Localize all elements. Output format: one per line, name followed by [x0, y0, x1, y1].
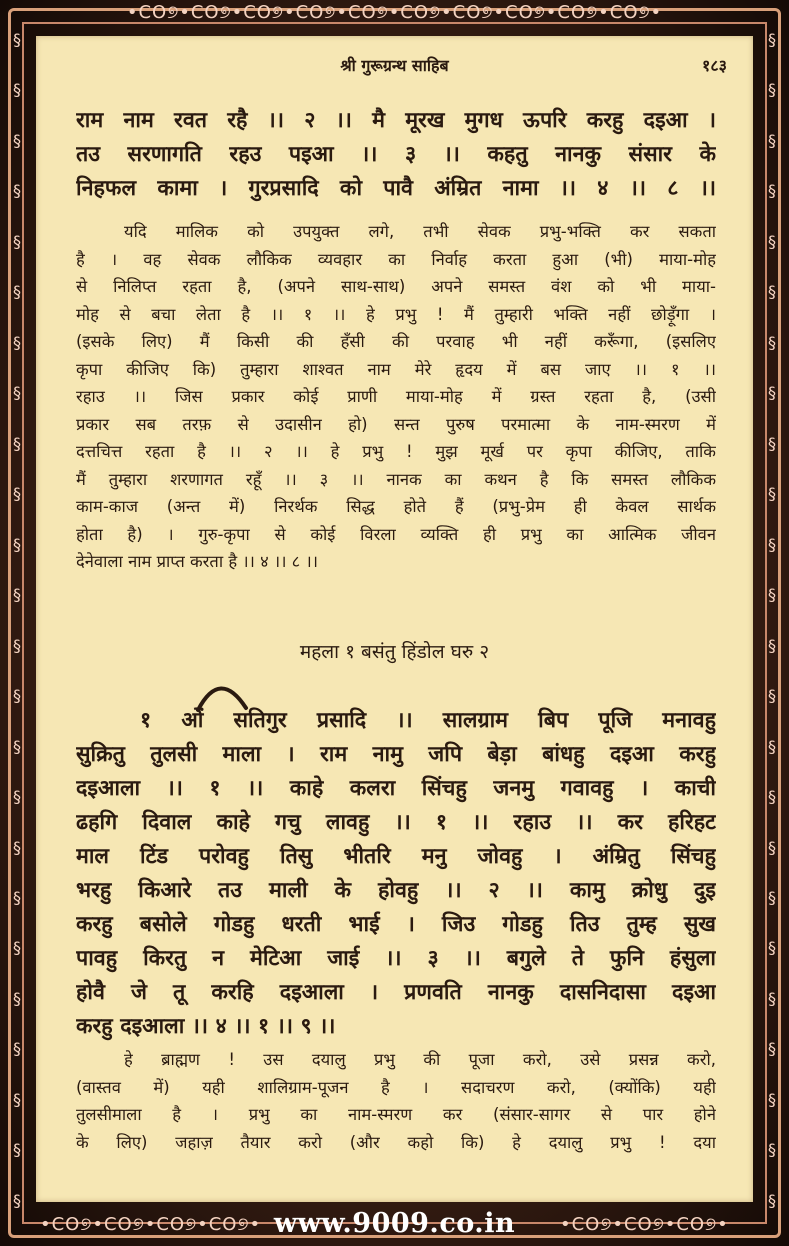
- verse-line: ढहगि दिवाल काहे गचु लावहु ।। १ ।। रहाउ ।। कर हरिहट: [76, 810, 716, 835]
- frame-ornament-glyph: §: [768, 837, 776, 857]
- frame-ornament-glyph: §: [768, 383, 776, 403]
- frame-ornament-glyph: §: [13, 130, 21, 150]
- frame-ornament-top: •CO୭•CO୭•CO୭•CO୭•CO୭•CO୭•CO୭•CO୭•CO୭•CO୭•: [126, 2, 663, 23]
- section-heading: महला १ बसंतु हिंडोल घरु २: [299, 641, 490, 663]
- translation-line: मोह से बचा लेता है ।। १ ।। हे प्रभु ! मैं तुम्हारी भक्ति नहीं छोड़ूँगा ।: [76, 304, 716, 324]
- frame-ornament-glyph: §: [13, 332, 21, 352]
- verse-line: भरहु किआरे तउ माली के होवहु ।। २ ।। कामु क्रोधु दुइ: [76, 878, 716, 903]
- verse-line: राम नाम रवत रहै ।। २ ।। मै मूरख मुगध ऊपरि करहु दइआ ।: [76, 108, 716, 133]
- translation-line: है । वह सेवक लौकिक व्यवहार का निर्वाह करता हुआ (भी) माया-मोह: [76, 249, 716, 269]
- frame-ornament-glyph: §: [13, 787, 21, 807]
- translation-line: दत्तचित्त रहता है ।। २ ।। हे प्रभु ! मुझ मूर्ख पर कृपा कीजिए, ताकि: [76, 442, 716, 461]
- translation-line: तुलसीमाला है । प्रभु का नाम-स्मरण कर (संसार-सागर से पार होने: [76, 1105, 716, 1124]
- frame-ornament-glyph: §: [13, 231, 21, 251]
- frame-ornament-glyph: §: [13, 1140, 21, 1160]
- frame-ornament-glyph: §: [768, 231, 776, 251]
- frame-ornament-glyph: §: [13, 686, 21, 706]
- frame-ornament-glyph: §: [768, 484, 776, 504]
- frame-ornament-glyph: §: [13, 534, 21, 554]
- translation-line: के लिए) जहाज़ तैयार करो (और कहो कि) हे दयालु प्रभु ! दया: [76, 1132, 716, 1152]
- book-title: श्री गुरूग्रन्थ साहिब: [340, 56, 449, 75]
- page-header: [36, 54, 753, 78]
- frame-ornament-glyph: §: [768, 30, 776, 49]
- frame-ornament-right: [761, 30, 783, 1210]
- frame-ornament-glyph: §: [13, 282, 21, 302]
- frame-ornament-glyph: §: [768, 433, 776, 453]
- frame-ornament-glyph: §: [13, 938, 21, 958]
- verse-line: तउ सरणागति रहउ पइआ ।। ३ ।। कहतु नानकु संसार के: [76, 142, 716, 167]
- frame-ornament-glyph: §: [768, 938, 776, 958]
- frame-ornament-bottom-left: •CO୭•CO୭•CO୭•CO୭•: [40, 1214, 262, 1235]
- frame-ornament-glyph: §: [13, 887, 21, 907]
- translation-line: होता है) । गुरु-कृपा से कोई विरला व्यक्ति ही प्रभु का आत्मिक जीवन: [76, 524, 716, 544]
- frame-ornament-glyph: §: [13, 1039, 21, 1059]
- website-watermark: www.9009.co.in: [273, 1208, 516, 1239]
- frame-ornament-glyph: §: [13, 433, 21, 453]
- verse-line: निहफल कामा । गुरप्रसादि को पावै अंम्रित नामा ।। ४ ।। ८ ।।: [76, 176, 716, 201]
- frame-ornament-glyph: §: [768, 332, 776, 352]
- frame-ornament-glyph: §: [768, 787, 776, 807]
- frame-ornament-glyph: §: [13, 383, 21, 403]
- frame-ornament-glyph: §: [768, 635, 776, 655]
- frame-ornament-glyph: §: [13, 1190, 21, 1210]
- translation-1: [76, 218, 716, 576]
- gurbani-verse-1: [76, 104, 716, 206]
- verse-line: दइआला ।। १ ।। काहे कलरा सिंचहु जनमु गवावहु । काची: [76, 776, 716, 801]
- page-number: १८३: [702, 56, 727, 75]
- frame-ornament-left: [6, 30, 28, 1210]
- verse-line: माल टिंड परोवहु तिसु भीतरि मनु जोवहु । अंम्रितु सिंचहु: [76, 844, 716, 869]
- verse-line: होवै जे तू करहि दइआला । प्रणवति नानकु दासनिदासा दइआ: [76, 980, 716, 1005]
- frame-ornament-glyph: §: [13, 635, 21, 655]
- scripture-page: [36, 36, 753, 1202]
- translation-line: काम-काज (अन्त में) निरर्थक सिद्ध होते हैं (प्रभु-प्रेम ही केवल सार्थक: [76, 497, 716, 516]
- frame-ornament-glyph: §: [13, 837, 21, 857]
- translation-line: प्रकार सब तरफ़ से उदासीन हो) सन्त पुरुष परमात्मा के नाम-स्मरण में: [76, 414, 716, 434]
- verse-line: १ ओं सतिगुर प्रसादि ।। सालग्राम बिप पूजि मनावहु: [140, 708, 716, 733]
- frame-ornament-glyph: §: [768, 130, 776, 150]
- frame-ornament-glyph: §: [768, 1089, 776, 1109]
- translation-line: कृपा कीजिए कि) तुम्हारा शाश्वत नाम मेरे हृदय में बस जाए ।। १ ।।: [76, 359, 716, 379]
- frame-ornament-glyph: §: [768, 534, 776, 554]
- frame-ornament-bottom-right: •CO୭•CO୭•CO୭•: [560, 1214, 729, 1235]
- frame-ornament-glyph: §: [13, 181, 21, 201]
- translation-line: से निलिप्त रहता है, (अपने साथ-साथ) अपने समस्त वंश को भी माया-: [76, 277, 716, 296]
- frame-ornament-glyph: §: [13, 1089, 21, 1109]
- translation-line: देनेवाला नाम प्राप्त करता है ।। ४ ।। ८ ।।: [76, 552, 319, 571]
- translation-line: यदि मालिक को उपयुक्त लगे, तभी सेवक प्रभु-भक्ति कर सकता: [124, 222, 716, 241]
- verse-line: करहु बसोले गोडहु धरती भाई । जिउ गोडहु तिउ तुम्ह सुख: [76, 912, 716, 937]
- translation-line: मैं तुम्हारा शरणागत रहूँ ।। ३ ।। नानक का कथन है कि समस्त लौकिक: [76, 469, 716, 489]
- gurbani-verse-2: [76, 704, 716, 1044]
- frame-ornament-glyph: §: [768, 1140, 776, 1160]
- frame-ornament-glyph: §: [13, 484, 21, 504]
- frame-ornament-glyph: §: [768, 686, 776, 706]
- frame-ornament-glyph: §: [13, 988, 21, 1008]
- frame-ornament-glyph: §: [768, 181, 776, 201]
- frame-ornament-glyph: §: [768, 585, 776, 605]
- frame-ornament-glyph: §: [768, 887, 776, 907]
- frame-ornament-glyph: §: [768, 1039, 776, 1059]
- verse-line: पावहु किरतु न मेटिआ जाई ।। ३ ।। बगुले ते फुनि हंसुला: [76, 946, 716, 971]
- frame-ornament-glyph: §: [13, 736, 21, 756]
- verse-line: सुक्रितु तुलसी माला । राम नामु जपि बेड़ा बांधहु दइआ करहु: [76, 742, 716, 767]
- frame-ornament-glyph: §: [13, 585, 21, 605]
- frame-ornament-glyph: §: [768, 80, 776, 100]
- translation-2: [76, 1046, 716, 1156]
- translation-line: (इसके लिए) मैं किसी की हँसी की परवाह भी नहीं करूँगा, (इसलिए: [76, 332, 716, 351]
- frame-ornament-glyph: §: [768, 1190, 776, 1210]
- frame-ornament-glyph: §: [13, 30, 21, 49]
- frame-ornament-glyph: §: [768, 282, 776, 302]
- translation-line: रहाउ ।। जिस प्रकार कोई प्राणी माया-मोह में ग्रस्त रहता है, (उसी: [76, 387, 716, 406]
- verse-line: करहु दइआला ।। ४ ।। १ ।। ९ ।।: [76, 1014, 336, 1039]
- frame-ornament-glyph: §: [13, 80, 21, 100]
- translation-line: (वास्तव में) यही शालिग्राम-पूजन है । सदाचरण करो, (क्योंकि) यही: [76, 1077, 716, 1097]
- frame-ornament-glyph: §: [768, 988, 776, 1008]
- frame-ornament-glyph: §: [768, 736, 776, 756]
- translation-line: हे ब्राह्मण ! उस दयालु प्रभु की पूजा करो, उसे प्रसन्न करो,: [124, 1050, 716, 1069]
